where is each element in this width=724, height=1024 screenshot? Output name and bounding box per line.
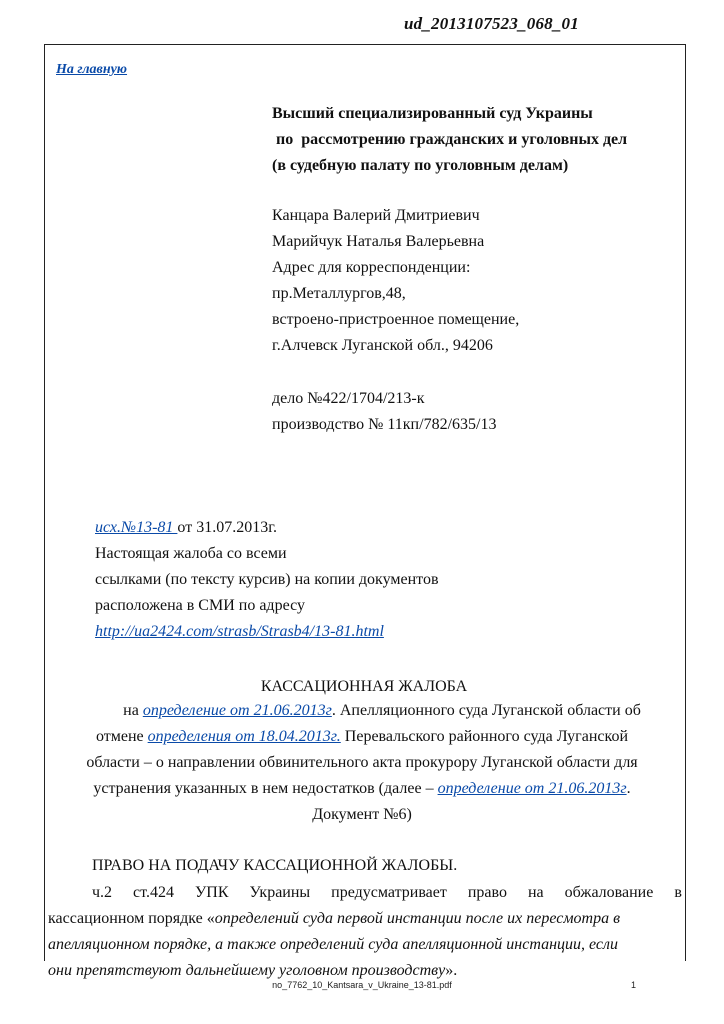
note-line: ссылками (по тексту курсив) на копии документов <box>95 571 439 588</box>
outgoing-block <box>95 515 439 645</box>
address-line: г.Алчевск Луганской обл., 94206 <box>272 337 493 354</box>
quote-text: апелляционном порядке, а также определений суда апелляционной инстанции, если <box>48 936 618 953</box>
ruling-2106-link[interactable]: определение от 21.06.2013г <box>142 702 332 719</box>
sender-name: Канцара Валерий Дмитриевич <box>272 207 480 224</box>
ruling-1804-link[interactable]: определения от 18.04.2013г. <box>147 728 341 745</box>
outgoing-ref <box>95 515 439 541</box>
address-line: встроено-пристроенное помещение, <box>272 311 520 328</box>
word: обжалование <box>564 884 654 901</box>
subject-line-2 <box>56 724 668 750</box>
address-label: Адрес для корреспонденции: <box>272 259 471 276</box>
body-text: ». <box>445 962 458 979</box>
subject-text: . Апелляционного суда Луганской области об <box>331 702 641 719</box>
subject-line-5: Документ №6) <box>312 806 412 823</box>
subject-text: на <box>123 702 143 719</box>
subject-line-4 <box>56 776 668 802</box>
word: на <box>527 884 544 901</box>
address-line: пр.Металлургов,48, <box>272 285 406 302</box>
subject-text: отмене <box>95 728 148 745</box>
body-paragraph <box>48 880 682 984</box>
word: ст.424 <box>133 884 174 901</box>
section-title: ПРАВО НА ПОДАЧУ КАССАЦИОННОЙ ЖАЛОБЫ. <box>92 857 458 874</box>
addressee-line: (в судебную палату по уголовным делам) <box>272 157 569 174</box>
word: УПК <box>194 884 229 901</box>
subject-paragraph <box>56 698 668 828</box>
note-line: расположена в СМИ по адресу <box>95 597 305 614</box>
footer-page-number: 1 <box>631 980 637 990</box>
subject-text: устранения указанных в нем недостатков (далее – <box>93 780 438 797</box>
outgoing-ref-link[interactable]: исх.№13-81 <box>95 519 178 536</box>
sender-name: Марийчук Наталья Валерьевна <box>272 233 485 250</box>
outgoing-date: от 31.07.2013г. <box>177 519 277 536</box>
subject-text: . <box>626 780 631 797</box>
word: Украины <box>249 884 311 901</box>
body-text: кассационном порядке « <box>48 910 215 927</box>
body-line-3 <box>48 932 682 958</box>
case-block <box>272 386 496 438</box>
senders-block <box>272 203 519 359</box>
addressee-line: Высший специализированный суд Украины <box>272 105 593 122</box>
document-id: ud_2013107523_068_01 <box>404 14 579 33</box>
body-line-1 <box>48 880 682 906</box>
proceeding-number: производство № 11кп/782/635/13 <box>272 416 497 433</box>
body-line-2 <box>48 906 682 932</box>
home-link[interactable]: На главную <box>56 62 128 77</box>
subject-text: Перевальского районного суда Луганской <box>340 728 629 745</box>
word: в <box>674 884 682 901</box>
subject-line-3: области – о направлении обвинительного акта прокурору Луганской области для <box>86 754 638 771</box>
note-line: Настоящая жалоба со всеми <box>95 545 287 562</box>
complaint-url-link[interactable]: http://ua2424.com/strasb/Strasb4/13-81.html <box>95 623 384 640</box>
ruling-2106-link-2[interactable]: определение от 21.06.2013г <box>437 780 627 797</box>
case-number: дело №422/1704/213-к <box>272 390 425 407</box>
word: ч.2 <box>92 884 113 901</box>
word: право <box>467 884 507 901</box>
subject-line-1 <box>56 698 668 724</box>
quote-text: определений суда первой инстанции после их пересмотра в <box>214 910 621 927</box>
word: предусматривает <box>331 884 447 901</box>
addressee-line: по рассмотрению гражданских и уголовных дел <box>272 131 628 148</box>
addressee-block <box>272 101 627 179</box>
footer-filename: no_7762_10_Kantsara_v_Ukraine_13-81.pdf <box>272 980 452 990</box>
document-heading: КАССАЦИОННАЯ ЖАЛОБА <box>260 678 468 695</box>
quote-text: они препятствуют дальнейшему уголовном производству <box>48 962 446 979</box>
